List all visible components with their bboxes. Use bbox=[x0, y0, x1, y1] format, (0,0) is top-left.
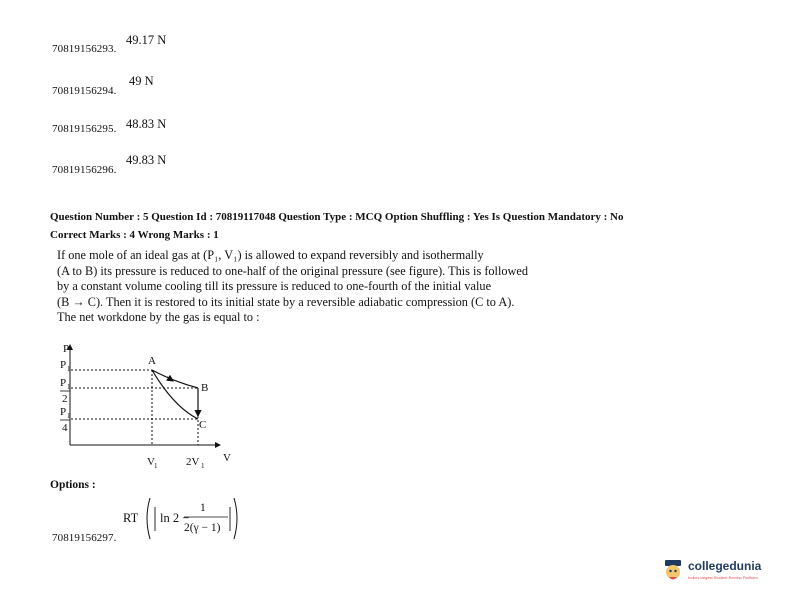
axis-p-label: P bbox=[63, 343, 70, 355]
option-id-2: 70819156294. bbox=[52, 85, 117, 97]
question-line-4: (B → C). Then it is restored to its initial state by a reversible adiabatic compression (C to A). bbox=[57, 294, 515, 309]
isotherm-ab bbox=[152, 370, 198, 388]
option-id-3: 70819156295. bbox=[52, 123, 117, 135]
label-p1-sub: 1 bbox=[67, 365, 71, 373]
point-a: A bbox=[148, 355, 156, 367]
logo-subtitle: India's largest Student Review Platform bbox=[688, 575, 758, 580]
option-id-4: 70819156296. bbox=[52, 164, 117, 176]
question-header: Question Number : 5 Question Id : 70819117048 Question Type : MCQ Option Shuffling : Yes Is Question Mandatory : No bbox=[50, 211, 624, 223]
options-label: Options : bbox=[50, 479, 96, 491]
label-v1: V bbox=[147, 456, 155, 468]
label-2v1: 2V bbox=[186, 456, 200, 468]
adiabat-ca bbox=[152, 370, 198, 419]
label-2v1-sub: 1 bbox=[201, 462, 205, 470]
collegedunia-logo bbox=[662, 556, 766, 586]
label-p1-half-sub: 1 bbox=[67, 383, 71, 391]
logo-icon bbox=[662, 558, 686, 584]
question-line-5: The net workdone by the gas is equal to : bbox=[57, 310, 260, 324]
logo-text: collegedunia bbox=[688, 559, 762, 573]
question-text bbox=[57, 248, 587, 326]
option-value-2: 49 N bbox=[129, 74, 154, 88]
formula-denominator: 2(γ − 1) bbox=[184, 522, 221, 534]
question-line-1: If one mole of an ideal gas at (P₁, V₁) is allowed to expand reversibly and isothermally bbox=[57, 248, 484, 262]
label-p1-half-num: P bbox=[60, 377, 67, 389]
point-c: C bbox=[199, 419, 207, 431]
point-b: B bbox=[201, 382, 209, 394]
label-half-den: 2 bbox=[62, 393, 68, 405]
option-formula bbox=[118, 493, 258, 543]
option-id-1: 70819156293. bbox=[52, 43, 117, 55]
formula-right-paren bbox=[234, 498, 237, 539]
label-p1: P bbox=[60, 359, 67, 371]
marks-header: Correct Marks : 4 Wrong Marks : 1 bbox=[50, 229, 219, 241]
formula-ln2: ln 2 − bbox=[160, 511, 190, 525]
option-value-3: 48.83 N bbox=[126, 117, 167, 131]
question-line-2: (A to B) its pressure is reduced to one-half of the original pressure (see figure). This is followed bbox=[57, 263, 529, 278]
option-value-1: 49.17 N bbox=[126, 33, 167, 47]
axis-v-label: V bbox=[223, 452, 231, 464]
label-p1-quarter-sub: 1 bbox=[67, 412, 71, 420]
formula-rt: RT bbox=[123, 511, 139, 525]
option-id-current: 70819156297. bbox=[52, 532, 117, 544]
formula-left-paren bbox=[147, 498, 150, 539]
formula-numerator: 1 bbox=[200, 502, 206, 514]
label-v1-sub: 1 bbox=[154, 462, 158, 470]
pv-diagram bbox=[55, 340, 245, 475]
label-p1-quarter-num: P bbox=[60, 406, 67, 418]
label-quarter-den: 4 bbox=[62, 422, 68, 434]
question-line-3: by a constant volume cooling till its pressure is reduced to one-fourth of the initial value bbox=[57, 279, 492, 293]
option-value-4: 49.83 N bbox=[126, 153, 167, 167]
